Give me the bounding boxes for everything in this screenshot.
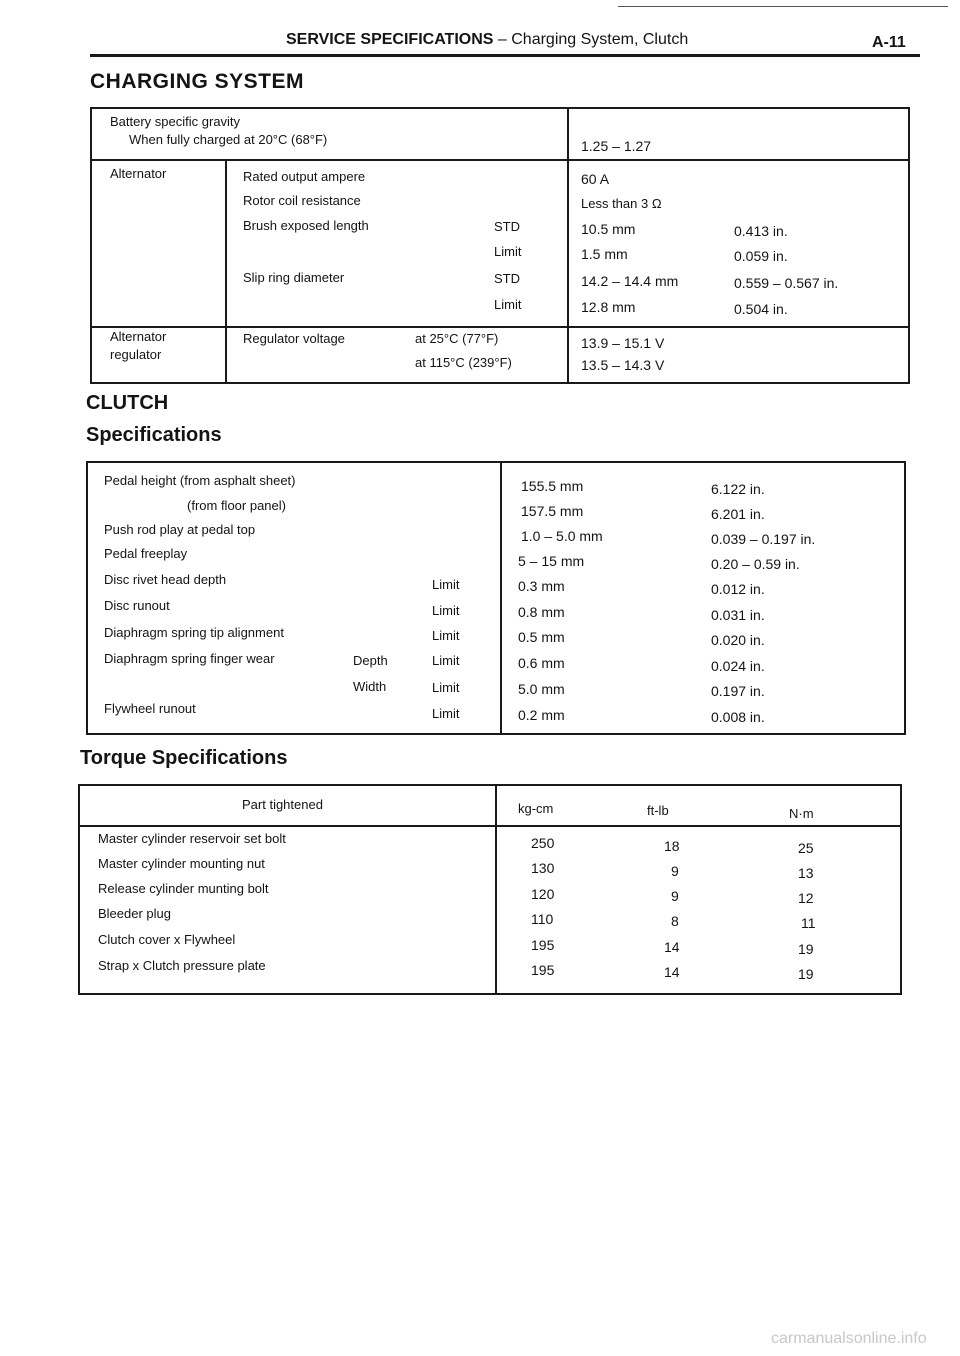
- torque-part: Clutch cover x Flywheel: [98, 932, 236, 947]
- regulator-cond-1: at 25°C (77°F): [415, 331, 499, 346]
- torque-part: Release cylinder munting bolt: [98, 881, 269, 896]
- battery-condition: When fully charged at 20°C (68°F): [129, 132, 328, 147]
- alt-inch: 0.413 in.: [734, 223, 788, 239]
- alt-item: Slip ring diameter: [243, 270, 345, 285]
- torque-ftlb: 8: [671, 913, 679, 929]
- clutch-inch: 0.008 in.: [711, 709, 765, 725]
- clutch-metric: 0.6 mm: [518, 655, 565, 671]
- clutch-cond: Limit: [432, 603, 460, 618]
- torque-kgcm: 110: [531, 911, 554, 927]
- alt-item: Brush exposed length: [243, 218, 369, 233]
- clutch-item: Pedal height (from asphalt sheet): [104, 473, 296, 488]
- page-number: A-11: [872, 34, 906, 51]
- alt-item: Rated output ampere: [243, 169, 366, 184]
- torque-part: Strap x Clutch pressure plate: [98, 958, 266, 973]
- torque-part: Bleeder plug: [98, 906, 171, 921]
- clutch-item: Diaphragm spring tip alignment: [104, 625, 284, 640]
- regulator-value-2: 13.5 – 14.3 V: [581, 357, 665, 373]
- alt-metric: 60 A: [581, 171, 610, 187]
- torque-nm: 13: [798, 865, 814, 881]
- alt-inch: 0.559 – 0.567 in.: [734, 275, 839, 291]
- clutch-item: Pedal freeplay: [104, 546, 188, 561]
- torque-kgcm: 195: [531, 937, 555, 953]
- clutch-item: Disc runout: [104, 598, 170, 613]
- clutch-item: (from floor panel): [187, 498, 286, 513]
- clutch-metric: 1.0 – 5.0 mm: [521, 528, 603, 544]
- torque-kgcm: 195: [531, 962, 555, 978]
- clutch-sub: Depth: [353, 653, 388, 668]
- alt-metric: 12.8 mm: [581, 299, 636, 315]
- clutch-metric: 0.8 mm: [518, 604, 565, 620]
- clutch-inch: 0.197 in.: [711, 683, 765, 699]
- clutch-inch: 0.20 – 0.59 in.: [711, 556, 800, 572]
- torque-part: Master cylinder reservoir set bolt: [98, 831, 286, 846]
- clutch-metric: 155.5 mm: [521, 478, 584, 494]
- alternator-group-label: Alternator: [110, 166, 167, 181]
- alt-metric: 1.5 mm: [581, 246, 628, 262]
- alt-cond: Limit: [494, 244, 522, 259]
- regulator-item: Regulator voltage: [243, 331, 345, 346]
- header-rule: [90, 54, 920, 57]
- clutch-inch: 0.024 in.: [711, 658, 765, 674]
- alt-metric: Less than 3 Ω: [581, 196, 662, 211]
- torque-nm: 19: [798, 941, 814, 957]
- regulator-cond-2: at 115°C (239°F): [415, 355, 512, 370]
- torque-ftlb: 9: [671, 888, 679, 904]
- torque-header-divider: [78, 825, 902, 827]
- clutch-item: Push rod play at pedal top: [104, 522, 256, 537]
- clutch-metric: 0.5 mm: [518, 629, 565, 645]
- alt-metric: 10.5 mm: [581, 221, 636, 237]
- charging-row-divider-2: [90, 326, 910, 328]
- alt-metric: 14.2 – 14.4 mm: [581, 273, 679, 289]
- regulator-group-line1: Alternator: [110, 329, 167, 344]
- alt-item: Rotor coil resistance: [243, 193, 361, 208]
- torque-ftlb: 14: [664, 964, 680, 980]
- battery-label: Battery specific gravity: [110, 114, 241, 129]
- clutch-cond: Limit: [432, 577, 460, 592]
- torque-col-nm: N·m: [789, 806, 814, 821]
- torque-col-kgcm: kg-cm: [518, 801, 554, 816]
- footer-watermark: carmanualsonline.info: [771, 1330, 927, 1347]
- charging-col-divider-values: [567, 107, 569, 384]
- torque-nm: 25: [798, 840, 814, 856]
- battery-value: 1.25 – 1.27: [581, 138, 652, 154]
- clutch-item: Diaphragm spring finger wear: [104, 651, 275, 666]
- header-title-rest: – Charging System, Clutch: [497, 31, 689, 48]
- clutch-inch: 0.031 in.: [711, 607, 765, 623]
- torque-ftlb: 9: [671, 863, 679, 879]
- clutch-sub: Width: [353, 679, 387, 694]
- clutch-cond: Limit: [432, 653, 460, 668]
- torque-ftlb: 18: [664, 838, 680, 854]
- clutch-inch: 6.201 in.: [711, 506, 765, 522]
- torque-kgcm: 120: [531, 886, 555, 902]
- torque-col-part: Part tightened: [242, 797, 323, 812]
- clutch-subheading: Specifications: [86, 424, 222, 446]
- clutch-metric: 5.0 mm: [518, 681, 565, 697]
- clutch-metric: 157.5 mm: [521, 503, 584, 519]
- clutch-metric: 5 – 15 mm: [518, 553, 585, 569]
- alt-cond: STD: [494, 219, 520, 234]
- torque-part: Master cylinder mounting nut: [98, 856, 265, 871]
- clutch-metric: 0.2 mm: [518, 707, 565, 723]
- torque-heading: Torque Specifications: [80, 747, 288, 769]
- clutch-inch: 0.020 in.: [711, 632, 765, 648]
- torque-ftlb: 14: [664, 939, 680, 955]
- clutch-inch: 6.122 in.: [711, 481, 765, 497]
- torque-nm: 12: [798, 890, 814, 906]
- clutch-cond: Limit: [432, 628, 460, 643]
- torque-col-ftlb: ft-lb: [647, 803, 669, 818]
- clutch-item: Disc rivet head depth: [104, 572, 227, 587]
- torque-kgcm: 130: [531, 860, 555, 876]
- regulator-group-line2: regulator: [110, 347, 162, 362]
- torque-col-divider: [495, 784, 497, 995]
- clutch-heading: CLUTCH: [86, 392, 169, 414]
- torque-kgcm: 250: [531, 835, 555, 851]
- clutch-col-divider: [500, 461, 502, 735]
- torque-nm: 19: [798, 966, 814, 982]
- alt-cond: Limit: [494, 297, 522, 312]
- charging-row-divider-1: [90, 159, 910, 161]
- alt-inch: 0.504 in.: [734, 301, 788, 317]
- charging-heading: CHARGING SYSTEM: [90, 70, 305, 93]
- regulator-value-1: 13.9 – 15.1 V: [581, 335, 665, 351]
- torque-nm: 11: [801, 915, 816, 931]
- header-rule-top: [618, 6, 948, 7]
- clutch-cond: Limit: [432, 680, 460, 695]
- alt-cond: STD: [494, 271, 520, 286]
- page-header: [286, 31, 688, 49]
- clutch-inch: 0.039 – 0.197 in.: [711, 531, 816, 547]
- alt-inch: 0.059 in.: [734, 248, 788, 264]
- clutch-cond: Limit: [432, 706, 460, 721]
- clutch-inch: 0.012 in.: [711, 581, 765, 597]
- clutch-item: Flywheel runout: [104, 701, 196, 716]
- header-title-bold: SERVICE SPECIFICATIONS: [286, 31, 494, 48]
- clutch-metric: 0.3 mm: [518, 578, 565, 594]
- charging-col-divider-items: [225, 159, 227, 384]
